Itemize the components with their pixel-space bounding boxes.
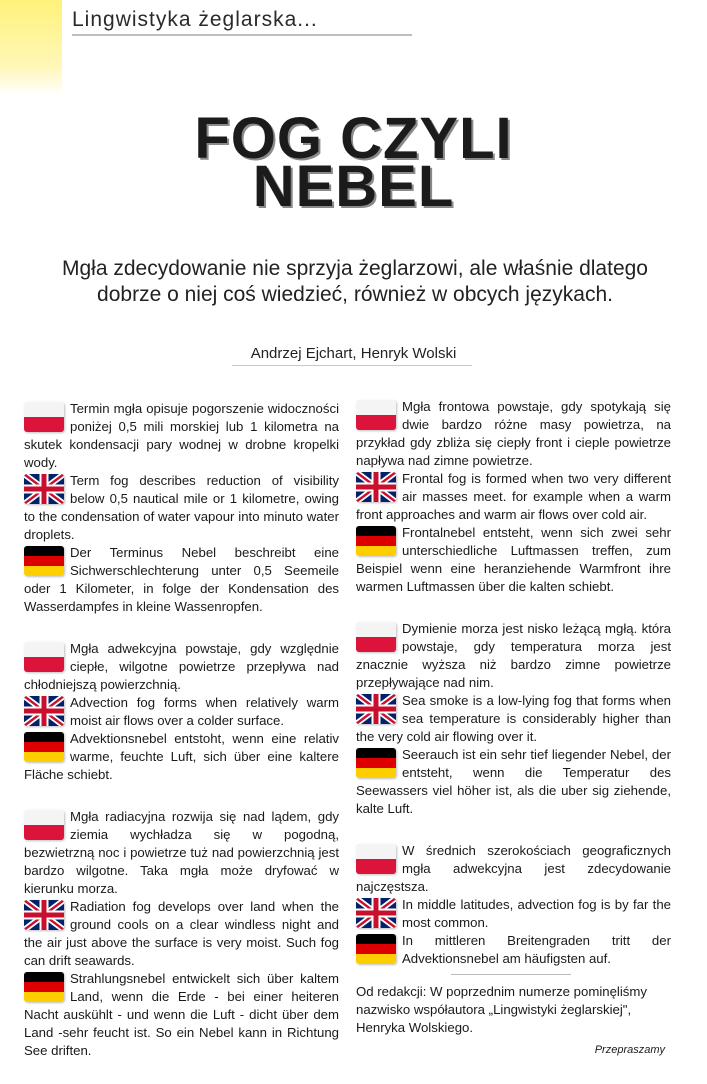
polish-text: Mgła adwekcyjna powstaje, gdy względnie ciepłe, wilgotne powietrze przepływa nad chłodniejszą powierzchnią. xyxy=(24,641,339,692)
german-flag-icon xyxy=(356,748,396,778)
english-text: In middle latitudes, advection fog is by far the most common. xyxy=(402,897,671,930)
german-paragraph xyxy=(356,746,671,818)
german-flag-icon xyxy=(356,526,396,556)
polish-text: W średnich szerokościach geograficznych mgła adwekcyjna jest zdecydowanie najczęstsza. xyxy=(356,843,671,894)
polish-text: Mgła frontowa powstaje, gdy spotykają się dwie bardzo różne masy powietrza, na przykład gdy zbliża się ciepły front i cieple powietrze napływa nad zimne powietrze. xyxy=(356,399,671,468)
polish-flag-icon xyxy=(24,402,64,432)
authors-divider xyxy=(232,365,472,366)
english-paragraph xyxy=(24,898,339,970)
german-flag-icon xyxy=(24,546,64,576)
german-text: In mittleren Breitengraden tritt der Advektionsnebel am häufigsten auf. xyxy=(402,933,671,966)
polish-text: Dymienie morza jest nisko leżącą mgłą. która powstaje, gdy temperatura morza jest znacznie wyższa niż bardzo zimne powietrze przepływające nad nim. xyxy=(356,621,671,690)
english-paragraph xyxy=(356,470,671,524)
polish-text: Termin mgła opisuje pogorszenie widoczności poniżej 0,5 mili morskiej lub 1 kilometra na skutek kondensacji pary wodnej w drobne kropelki wody. xyxy=(24,401,339,470)
article-title-line1: FOG CZYLI xyxy=(194,106,513,171)
german-paragraph xyxy=(24,730,339,784)
note-divider xyxy=(451,974,571,975)
editor-note: Od redakcji: W poprzednim numerze pominęliśmy nazwisko współautora „Lingwistyki żeglarskiej", Henryka Wolskiego. xyxy=(356,984,647,1035)
frontal-fog-block xyxy=(356,398,671,596)
english-text: Radiation fog develops over land when the ground cools on a clear windless night and the air just above the surface is very moist. Such fog can drift seawards. xyxy=(24,899,339,968)
german-flag-icon xyxy=(24,972,64,1002)
authors: Andrzej Ejchart, Henryk Wolski xyxy=(250,345,457,362)
english-text: Frontal fog is formed when two very different air masses meet. for example when a warm front approaches and warm air flows over cold air. xyxy=(356,471,671,522)
polish-flag-icon xyxy=(356,400,396,430)
german-paragraph xyxy=(24,970,339,1060)
polish-text: Mgła radiacyjna rozwija się nad lądem, gdy ziemia wychładza się w pogodną, bezwietrzną noc i powietrze tuż nad powierzchnią jest bardzo wilgotne. Taka mgła może dryfować w kierunku morza. xyxy=(24,809,339,896)
polish-paragraph xyxy=(356,842,671,896)
german-text: Seerauch ist ein sehr tief liegender Nebel, der entsteht, wenn die Temperatur des Seewassers viel höher ist, als die uber sig ziehende, kalte Luft. xyxy=(356,747,671,816)
section-header: Lingwistyka żeglarska... xyxy=(72,8,412,36)
german-text: Strahlungsnebel entwickelt sich über kaltem Land, wenn die Erde - bei einer heiteren Nacht auskühlt - und wenn die Luft - dicht über dem Land -sehr feucht ist. So ein Nebel kann in Richtung See driften. xyxy=(24,971,339,1058)
english-paragraph xyxy=(24,472,339,544)
lead-paragraph: Mgła zdecydowanie nie sprzyja żeglarzowi, ale właśnie dlatego dobrze o niej coś wiedzieć, również w obcych językach. xyxy=(62,257,648,306)
british-flag-icon xyxy=(356,898,396,928)
article-title-line2: NEBEL xyxy=(252,154,455,219)
sea-smoke-block xyxy=(356,620,671,818)
polish-paragraph xyxy=(356,620,671,692)
british-flag-icon xyxy=(24,900,64,930)
polish-flag-icon xyxy=(24,810,64,840)
british-flag-icon xyxy=(24,474,64,504)
polish-paragraph xyxy=(24,400,339,472)
german-flag-icon xyxy=(356,934,396,964)
polish-paragraph xyxy=(24,808,339,898)
polish-flag-icon xyxy=(24,642,64,672)
british-flag-icon xyxy=(356,472,396,502)
british-flag-icon xyxy=(356,694,396,724)
german-paragraph xyxy=(356,932,671,968)
british-flag-icon xyxy=(24,696,64,726)
german-paragraph xyxy=(356,524,671,596)
english-text: Term fog describes reduction of visibility below 0,5 nautical mile or 1 kilometre, owing to the condensation of water vapour into minuto water droplets. xyxy=(24,473,339,542)
polish-paragraph xyxy=(356,398,671,470)
polish-paragraph xyxy=(24,640,339,694)
definition-block xyxy=(24,400,339,616)
german-text: Advektionsnebel entstoht, wenn eine relativ warme, feuchte Luft, sich über eine kaltere Fläche schiebt. xyxy=(24,731,339,782)
german-flag-icon xyxy=(24,732,64,762)
radiation-fog-block xyxy=(24,808,339,1060)
english-paragraph xyxy=(356,692,671,746)
corner-decoration xyxy=(0,0,62,95)
advection-fog-block xyxy=(24,640,339,784)
german-text: Der Terminus Nebel beschreibt eine Sichwerschlechterung unter 0,5 Seemeile oder 1 Kilometer, in folge der Kondensation des Wasserdampfes in kleine Wassenropfen. xyxy=(24,545,339,614)
polish-flag-icon xyxy=(356,844,396,874)
english-paragraph xyxy=(24,694,339,730)
polish-flag-icon xyxy=(356,622,396,652)
right-column xyxy=(356,398,671,1059)
english-text: Advection fog forms when relatively warm moist air flows over a colder surface. xyxy=(70,695,339,728)
middle-latitudes-block xyxy=(356,842,671,968)
english-text: Sea smoke is a low-lying fog that forms when sea temperature is considerably higher than the very cold air flowing over it. xyxy=(356,693,671,744)
signature: Przepraszamy xyxy=(594,1044,665,1056)
english-paragraph xyxy=(356,896,671,932)
german-text: Frontalnebel entsteht, wenn sich zwei sehr unterschiedliche Luftmassen treffen, zum Beispiel wenn eine heranziehende Warmfront ihre warmen Luftmassen über die kalten schiebt. xyxy=(356,525,671,594)
left-column xyxy=(24,400,339,1084)
german-paragraph xyxy=(24,544,339,616)
